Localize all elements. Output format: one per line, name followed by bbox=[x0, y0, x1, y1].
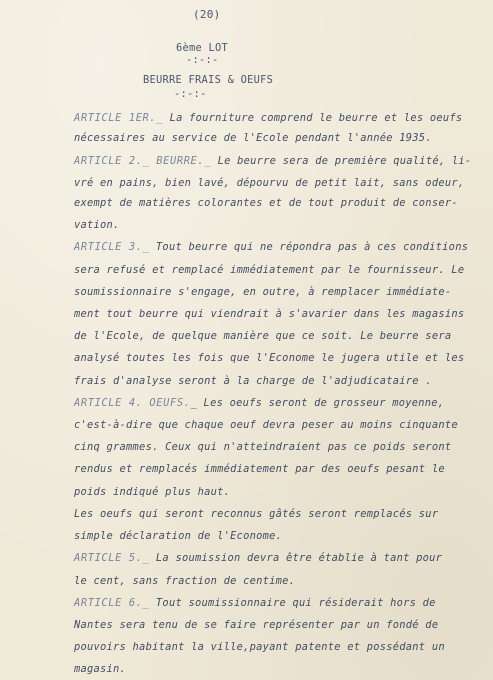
line-text: c'est-à-dire que chaque oeuf devra peser au moins cinquante bbox=[74, 419, 458, 431]
line-text: poids indiqué plus haut. bbox=[74, 486, 231, 498]
text-line bbox=[74, 264, 464, 276]
article-line bbox=[74, 397, 444, 409]
line-text: rendus et remplacés immédiatement par des oeufs pesant le bbox=[74, 463, 445, 475]
text-line bbox=[74, 530, 282, 542]
line-text: La fourniture comprend le beurre et les oeufs bbox=[163, 112, 463, 124]
text-line bbox=[74, 308, 464, 320]
line-text: pouvoirs habitant la ville,payant patente et possédant un bbox=[74, 641, 445, 653]
line-text: sera refusé et remplacé immédiatement par le fournisseur. Le bbox=[74, 264, 465, 276]
text-line bbox=[74, 132, 432, 144]
line-text: frais d'analyse seront à la charge de l'adjudicataire . bbox=[74, 375, 432, 387]
line-text: La soumission devra être établie à tant pour bbox=[149, 552, 443, 564]
ornament-top: -:-:- bbox=[186, 54, 219, 66]
line-text: vré en pains, bien lavé, dépourvu de petit lait, sans odeur, bbox=[74, 177, 465, 189]
article-label: ARTICLE 3._ bbox=[74, 241, 150, 253]
line-text: _ Les oeufs seront de grosseur moyenne, bbox=[190, 397, 445, 409]
line-text: exempt de matières colorantes et de tout produit de conser- bbox=[74, 197, 458, 209]
line-text: analysé toutes les fois que l'Econome le jugera utile et les bbox=[74, 352, 465, 364]
article-line bbox=[74, 597, 436, 609]
heading: BEURRE FRAIS & OEUFS bbox=[143, 74, 274, 86]
text-line bbox=[74, 375, 432, 387]
article-label: ARTICLE 5._ bbox=[74, 552, 150, 564]
text-line bbox=[74, 419, 458, 431]
article-line bbox=[74, 241, 468, 253]
lot-title: 6ème LOT bbox=[176, 42, 229, 54]
line-text: Nantes sera tenu de se faire représenter par un fondé de bbox=[74, 619, 439, 631]
line-text: soumissionnaire s'engage, en outre, à remplacer immédiate- bbox=[74, 286, 452, 298]
article-label: ARTICLE 1ER._ bbox=[74, 112, 164, 124]
article-label: ARTICLE 6._ bbox=[74, 597, 150, 609]
text-line bbox=[74, 352, 464, 364]
article-line bbox=[74, 112, 462, 124]
text-line bbox=[74, 197, 458, 209]
text-line bbox=[74, 486, 230, 498]
text-line bbox=[74, 177, 464, 189]
line-text: magasin. bbox=[74, 663, 127, 675]
line-text: de l'Ecole, de quelque manière que ce soit. Le beurre sera bbox=[74, 330, 452, 342]
article-line bbox=[74, 552, 442, 564]
line-text: ment tout beurre qui viendrait à s'avarier dans les magasins bbox=[74, 308, 465, 320]
line-text: le cent, sans fraction de centime. bbox=[74, 575, 296, 587]
text-line bbox=[74, 663, 126, 675]
text-line bbox=[74, 463, 445, 475]
line-text: Tout soumissionnaire qui résiderait hors de bbox=[149, 597, 436, 609]
text-line bbox=[74, 641, 445, 653]
text-line bbox=[74, 508, 438, 520]
page-number: (20) bbox=[193, 8, 221, 21]
text-line bbox=[74, 441, 451, 453]
article-label: ARTICLE 2._ BEURRE._ bbox=[74, 155, 212, 167]
text-line bbox=[74, 575, 295, 587]
line-text: vation. bbox=[74, 219, 120, 231]
text-line bbox=[74, 286, 451, 298]
text-line bbox=[74, 619, 438, 631]
article-line bbox=[74, 155, 471, 167]
line-text: Le beurre sera de première qualité, li- bbox=[211, 155, 472, 167]
line-text: Les oeufs qui seront reconnus gâtés seront remplacés sur bbox=[74, 508, 439, 520]
line-text: Tout beurre qui ne répondra pas à ces conditions bbox=[149, 241, 469, 253]
line-text: cinq grammes. Ceux qui n'atteindraient pas ce poids seront bbox=[74, 441, 452, 453]
line-text: simple déclaration de l'Econome. bbox=[74, 530, 283, 542]
article-label: ARTICLE 4. OEUFS. bbox=[74, 397, 191, 409]
ornament-bottom: -:-:- bbox=[174, 88, 207, 100]
text-line bbox=[74, 330, 451, 342]
line-text: nécessaires au service de l'Ecole pendant l'année 1935. bbox=[74, 132, 432, 144]
text-line bbox=[74, 219, 120, 231]
